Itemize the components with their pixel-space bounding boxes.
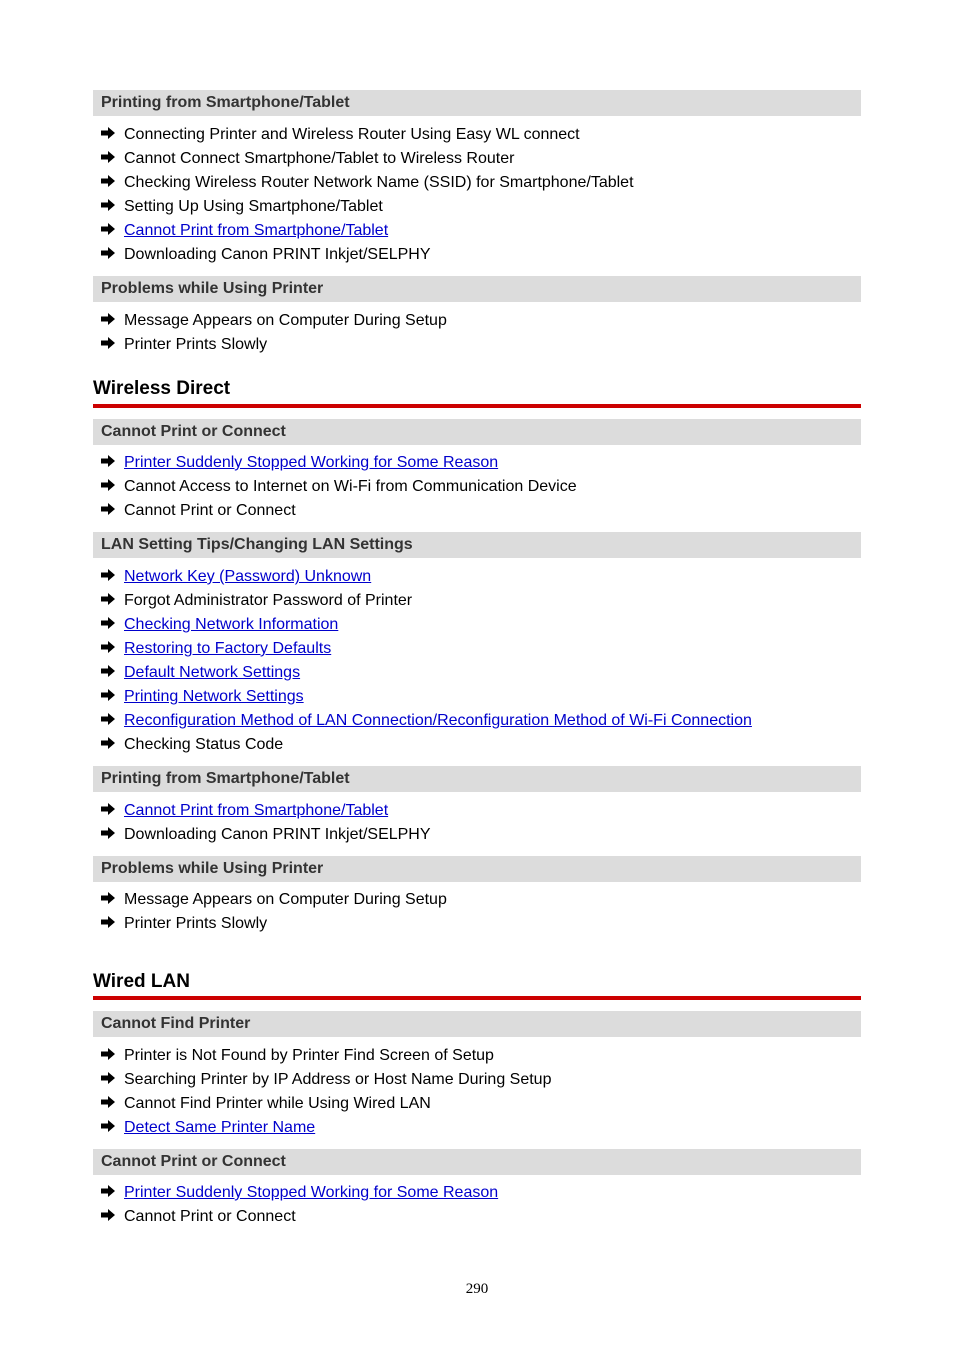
item-text: Searching Printer by IP Address or Host Name During Setup bbox=[124, 1071, 552, 1088]
subsection-header: Cannot Print or Connect bbox=[93, 1149, 861, 1175]
arrow-right-icon bbox=[100, 1046, 116, 1062]
item-text: Downloading Canon PRINT Inkjet/SELPHY bbox=[124, 826, 431, 843]
list-item bbox=[100, 823, 431, 847]
arrow-right-icon bbox=[100, 825, 116, 841]
arrow-right-icon bbox=[100, 1118, 116, 1134]
item-text: Cannot Connect Smartphone/Tablet to Wireless Router bbox=[124, 150, 515, 167]
item-text: Printer is Not Found by Printer Find Screen of Setup bbox=[124, 1047, 494, 1064]
subsection-header: Problems while Using Printer bbox=[93, 856, 861, 882]
arrow-right-icon bbox=[100, 914, 116, 930]
list-item bbox=[100, 333, 267, 357]
subsection-header: Cannot Print or Connect bbox=[93, 419, 861, 445]
list-item[interactable] bbox=[100, 1116, 315, 1140]
arrow-right-icon bbox=[100, 453, 116, 469]
arrow-right-icon bbox=[100, 735, 116, 751]
item-link[interactable]: Network Key (Password) Unknown bbox=[124, 568, 372, 585]
section-divider bbox=[93, 404, 861, 408]
list-item bbox=[100, 123, 580, 147]
list-item bbox=[100, 1205, 296, 1229]
arrow-right-icon bbox=[100, 801, 116, 817]
section-divider bbox=[93, 996, 861, 1000]
arrow-right-icon bbox=[100, 221, 116, 237]
list-item bbox=[100, 912, 267, 936]
list-item bbox=[100, 589, 412, 613]
list-item bbox=[100, 1092, 431, 1116]
subsection-header: Cannot Find Printer bbox=[93, 1011, 861, 1037]
item-link[interactable]: Default Network Settings bbox=[124, 664, 301, 681]
arrow-right-icon bbox=[100, 663, 116, 679]
list-item bbox=[100, 733, 283, 757]
arrow-right-icon bbox=[100, 501, 116, 517]
list-item bbox=[100, 309, 447, 333]
list-item bbox=[100, 195, 383, 219]
list-item bbox=[100, 475, 577, 499]
arrow-right-icon bbox=[100, 687, 116, 703]
arrow-right-icon bbox=[100, 890, 116, 906]
arrow-right-icon bbox=[100, 1070, 116, 1086]
arrow-right-icon bbox=[100, 125, 116, 141]
arrow-right-icon bbox=[100, 149, 116, 165]
list-item[interactable] bbox=[100, 685, 304, 709]
arrow-right-icon bbox=[100, 639, 116, 655]
arrow-right-icon bbox=[100, 245, 116, 261]
list-item[interactable] bbox=[100, 451, 498, 475]
item-link[interactable]: Cannot Print from Smartphone/Tablet bbox=[124, 802, 389, 819]
arrow-right-icon bbox=[100, 477, 116, 493]
arrow-right-icon bbox=[100, 1207, 116, 1223]
item-text: Cannot Access to Internet on Wi-Fi from Communication Device bbox=[124, 478, 577, 495]
subsection-header: LAN Setting Tips/Changing LAN Settings bbox=[93, 532, 861, 558]
item-text: Checking Status Code bbox=[124, 736, 284, 753]
list-item[interactable] bbox=[100, 613, 338, 637]
list-item bbox=[100, 171, 634, 195]
arrow-right-icon bbox=[100, 1183, 116, 1199]
arrow-right-icon bbox=[100, 173, 116, 189]
arrow-right-icon bbox=[100, 567, 116, 583]
list-item[interactable] bbox=[100, 1181, 498, 1205]
list-item[interactable] bbox=[100, 799, 388, 823]
arrow-right-icon bbox=[100, 711, 116, 727]
arrow-right-icon bbox=[100, 1094, 116, 1110]
list-item[interactable] bbox=[100, 219, 388, 243]
item-text: Cannot Print or Connect bbox=[124, 502, 296, 519]
subsection-header: Printing from Smartphone/Tablet bbox=[93, 766, 861, 792]
item-text: Checking Wireless Router Network Name (SSID) for Smartphone/Tablet bbox=[124, 174, 634, 191]
list-item bbox=[100, 147, 514, 171]
list-item[interactable] bbox=[100, 709, 752, 733]
item-text: Setting Up Using Smartphone/Tablet bbox=[124, 198, 383, 215]
item-text: Cannot Find Printer while Using Wired LAN bbox=[124, 1095, 431, 1112]
item-link[interactable]: Restoring to Factory Defaults bbox=[124, 640, 332, 657]
section-title: Wireless Direct bbox=[93, 378, 231, 399]
item-text: Cannot Print or Connect bbox=[124, 1208, 296, 1225]
list-item bbox=[100, 499, 296, 523]
section-title: Wired LAN bbox=[93, 971, 190, 992]
item-link[interactable]: Checking Network Information bbox=[124, 616, 339, 633]
item-link[interactable]: Printer Suddenly Stopped Working for Some Reason bbox=[124, 1184, 499, 1201]
arrow-right-icon bbox=[100, 311, 116, 327]
subsection-header: Printing from Smartphone/Tablet bbox=[93, 90, 861, 116]
list-item[interactable] bbox=[100, 565, 371, 589]
item-text: Printer Prints Slowly bbox=[124, 915, 268, 932]
item-link[interactable]: Printing Network Settings bbox=[124, 688, 304, 705]
arrow-right-icon bbox=[100, 197, 116, 213]
list-item bbox=[100, 1068, 551, 1092]
list-item bbox=[100, 1044, 494, 1068]
item-text: Downloading Canon PRINT Inkjet/SELPHY bbox=[124, 246, 431, 263]
subsection-header: Problems while Using Printer bbox=[93, 276, 861, 302]
item-link[interactable]: Reconfiguration Method of LAN Connection/Reconfiguration Method of Wi-Fi Connection bbox=[124, 712, 752, 729]
item-text: Forgot Administrator Password of Printer bbox=[124, 592, 413, 609]
arrow-right-icon bbox=[100, 591, 116, 607]
arrow-right-icon bbox=[100, 335, 116, 351]
item-text: Connecting Printer and Wireless Router Using Easy WL connect bbox=[124, 126, 580, 143]
arrow-right-icon bbox=[100, 615, 116, 631]
list-item[interactable] bbox=[100, 637, 331, 661]
page-number: 290 bbox=[465, 1281, 489, 1297]
item-text: Message Appears on Computer During Setup bbox=[124, 312, 447, 329]
item-link[interactable]: Cannot Print from Smartphone/Tablet bbox=[124, 222, 389, 239]
item-link[interactable]: Printer Suddenly Stopped Working for Some Reason bbox=[124, 454, 499, 471]
list-item bbox=[100, 243, 431, 267]
item-text: Message Appears on Computer During Setup bbox=[124, 891, 447, 908]
list-item[interactable] bbox=[100, 661, 300, 685]
item-text: Printer Prints Slowly bbox=[124, 336, 268, 353]
list-item bbox=[100, 888, 447, 912]
item-link[interactable]: Detect Same Printer Name bbox=[124, 1119, 316, 1136]
